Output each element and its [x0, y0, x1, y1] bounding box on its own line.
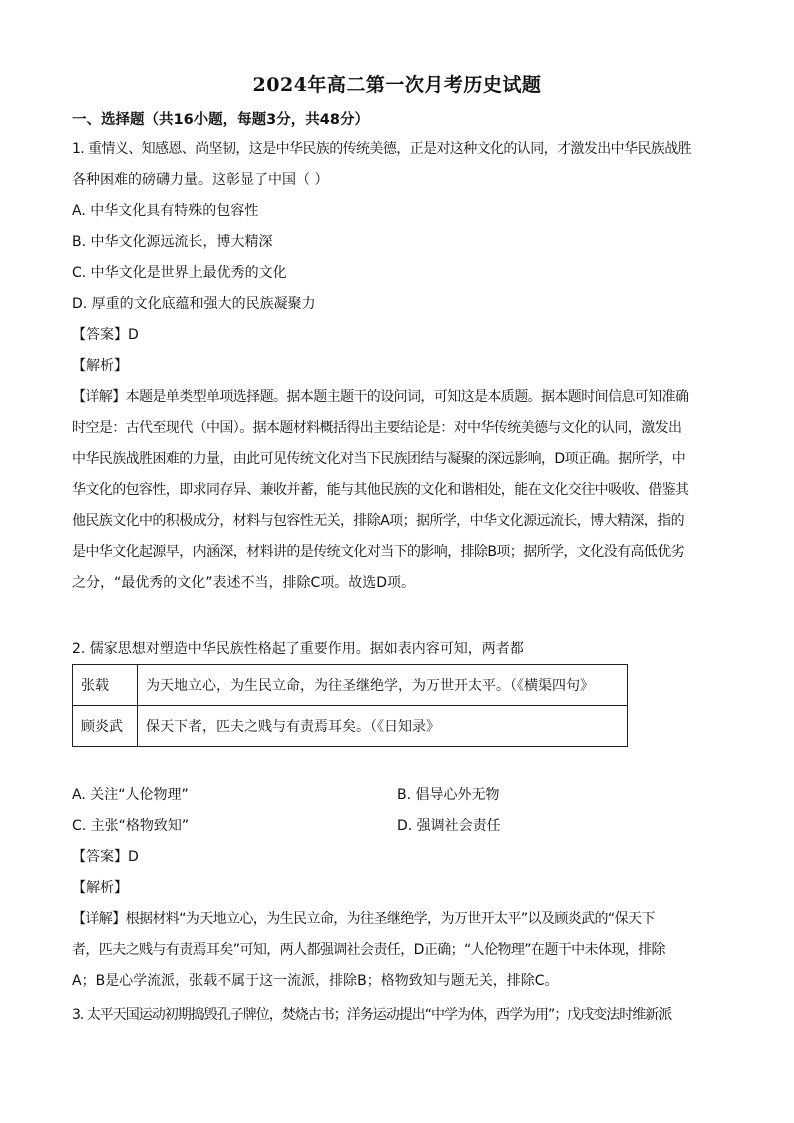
q1-detail-line-3: 中华民族战胜困难的力量，由此可见传统文化对当下民族团结与凝聚的深远影响，D项正确。据所学，中	[72, 451, 686, 467]
q1-option-d: D. 厚重的文化底蕴和强大的民族凝聚力	[72, 296, 316, 312]
q1-answer-value: D	[128, 327, 139, 343]
question-1	[72, 134, 722, 599]
q1-detail-line-7: 之分，“最优秀的文化”表述不当，排除C项。故选D项。	[72, 575, 416, 591]
q2-option-d: D. 强调社会责任	[397, 818, 501, 834]
q2-answer-value: D	[128, 849, 139, 865]
q2-option-c: C. 主张“格物致知”	[72, 818, 190, 834]
q2-source-table	[72, 664, 628, 747]
q1-detail-line-2: 时空是：古代至现代（中国）。据本题材料概括得出主要结论是：对中华传统美德与文化的认同，激发出	[72, 420, 682, 436]
q2-detail-line-3: A；B是心学流派，张载不属于这一流派，排除B；格物致知与题无关，排除C。	[72, 973, 559, 989]
q1-detail-line-1	[72, 382, 722, 413]
q1-detail-label: 【详解】	[72, 389, 126, 405]
question-2-stem	[72, 634, 722, 665]
q2-option-b: B. 倡导心外无物	[397, 787, 500, 803]
q2-detail-line-1	[72, 904, 722, 935]
q1-detail-text-1: 本题是单类型单项选择题。据本题主题干的设问词，可知这是本质题。据本题时间信息可知准确	[125, 389, 689, 405]
q3-stem-line-1: 3. 太平天国运动初期捣毁孔子牌位，焚烧古书；洋务运动提出“中学为体，西学为用”；戊戌变法时维新派	[72, 1007, 672, 1023]
q1-detail-line-5: 他民族文化中的积极成分，材料与包容性无关，排除A项；据所学，中华文化源远流长，博大精深，指的	[72, 513, 684, 529]
q2-answer-label: 【答案】	[72, 849, 128, 865]
q1-option-b: B. 中华文化源远流长，博大精深	[72, 234, 273, 250]
table-row	[73, 665, 628, 706]
q2-option-a: A. 关注“人伦物理”	[72, 787, 189, 803]
q1-detail-line-4: 华文化的包容性，即求同存异、兼收并蓄，能与其他民族的文化和谐相处，能在文化交往中吸收、借鉴其	[72, 482, 689, 498]
table-cell-author: 张载	[73, 665, 138, 706]
q2-analysis-label: 【解析】	[72, 880, 128, 896]
page-title: 2024年高二第一次月考历史试题	[252, 74, 542, 96]
question-2-solution	[72, 842, 722, 997]
table-cell-author: 顾炎武	[73, 706, 138, 747]
q1-analysis-label: 【解析】	[72, 358, 128, 374]
q1-answer-label: 【答案】	[72, 327, 128, 343]
section-heading: 一、选择题（共16小题，每题3分，共48分）	[72, 112, 369, 128]
q1-option-c: C. 中华文化是世界上最优秀的文化	[72, 265, 287, 281]
q2-answer	[72, 842, 722, 873]
q2-detail-line-2: 者，匹夫之贱与有责焉耳矣”可知，两人都强调社会责任，D正确；“人伦物理”在题干中未体现，排除	[72, 942, 665, 958]
q1-stem-line-1: 1. 重情义、知感恩、尚坚韧，这是中华民族的传统美德，正是对这种文化的认同，才激发出中华民族战胜	[72, 141, 692, 157]
question-3	[72, 1000, 722, 1031]
table-cell-quote: 为天地立心，为生民立命，为往圣继绝学，为万世开太平。（《横渠四句》	[138, 665, 628, 706]
q2-detail-text-1: 根据材料“为天地立心，为生民立命，为往圣继绝学，为万世开太平”以及顾炎武的“保天下	[125, 911, 655, 927]
q1-detail-line-6: 是中华文化起源早，内涵深，材料讲的是传统文化对当下的影响，排除B项；据所学，文化没有高低优劣	[72, 544, 685, 560]
q1-answer	[72, 320, 722, 351]
q2-detail-label: 【详解】	[72, 911, 126, 927]
table-row	[73, 706, 628, 747]
q1-option-a: A. 中华文化具有特殊的包容性	[72, 203, 259, 219]
q1-stem-line-2: 各种困难的磅礴力量。这彰显了中国（ ）	[72, 172, 329, 188]
table-cell-quote: 保天下者，匹夫之贱与有责焉耳矣。（《日知录》	[138, 706, 628, 747]
q2-stem: 2. 儒家思想对塑造中华民族性格起了重要作用。据如表内容可知，两者都	[72, 641, 524, 657]
